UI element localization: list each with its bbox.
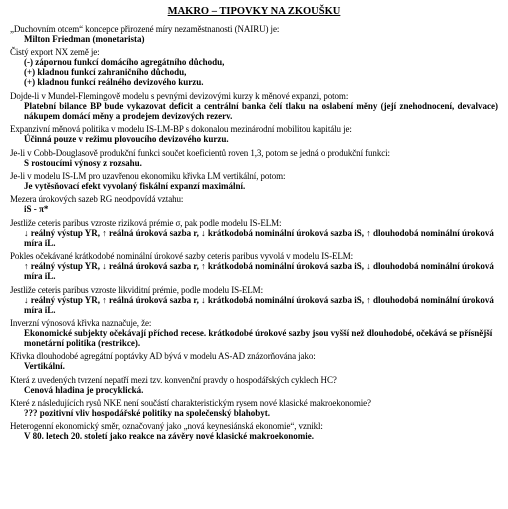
question-block [10, 171, 498, 191]
question-text: Dojde-li v Mundel-Flemingově modelu s pevnými devizovými kurzy k měnové expanzi, potom: [10, 90, 349, 101]
question-block [10, 285, 498, 315]
answer-line: Platební bilance BP bude vykazovat deficit a centrální banka čelí tlaku na oslabení měny (její znehodnocení, devalvace) nákupem domácí měny a prodejem devizových rezerv. [24, 100, 498, 121]
answer-line: ↓ reálný výstup YR, ↑ reálná úroková sazba r, ↓ krátkodobá nominální úroková sazba iS, ↑ dlouhodobá nominální úroková míra iL. [24, 294, 494, 315]
question-text: „Duchovním otcem“ koncepce přirozené míry nezaměstnanosti (NAIRU) je: [10, 24, 280, 34]
question-block [10, 24, 498, 44]
question-text: Jestliže ceteris paribus vzroste riziková prémie σ, pak podle modelu IS-ELM: [10, 217, 282, 228]
answer-line: (+) kladnou funkcí reálného devizového kurzu. [24, 77, 204, 88]
question-block [10, 318, 498, 348]
question-text: Je-li v modelu IS-LM pro uzavřenou ekonomiku křivka LM vertikální, potom: [10, 170, 286, 181]
question-block [10, 251, 498, 281]
answer-text [10, 361, 498, 371]
answer-text [10, 261, 498, 281]
answer-line: Vertikální. [24, 361, 65, 372]
answer-text [10, 101, 498, 121]
question-text: Která z uvedených tvrzení nepatří mezi tzv. konvenční pravdy o hospodářských cyklech HC? [10, 374, 337, 385]
answer-text [10, 181, 498, 191]
answer-text [10, 385, 498, 395]
answer-line: ↓ reálný výstup YR, ↑ reálná úroková sazba r, ↓ krátkodobá nominální úroková sazba iS, ↑ dlouhodobá nominální úroková míra iL. [24, 227, 494, 248]
question-text: Jestliže ceteris paribus vzroste likviditní prémie, podle modelu IS-ELM: [10, 284, 263, 295]
question-block [10, 421, 498, 441]
answer-line: Účinná pouze v režimu plovoucího devizového kurzu. [24, 134, 229, 145]
answer-text [10, 134, 498, 144]
answer-line: ??? pozitivní vliv hospodářské politiky na společenský blahobyt. [24, 408, 271, 419]
question-block [10, 218, 498, 248]
answer-text [10, 34, 498, 44]
answer-text [10, 328, 498, 348]
question-text: Pokles očekávané krátkodobé nominální úrokové sazby ceteris paribus vyvolá v modelu IS-ELM: [10, 251, 354, 262]
answer-text [10, 408, 498, 418]
question-text: Mezera úrokových sazeb RG neodpovídá vztahu: [10, 194, 184, 205]
document-title: MAKRO – TIPOVKY NA ZKOUŠKU [167, 6, 341, 17]
question-block [10, 194, 498, 214]
answer-text [10, 295, 498, 315]
question-block [10, 148, 498, 168]
answer-line: (+) kladnou funkcí zahraničního důchodu, [24, 67, 187, 78]
answer-line: V 80. letech 20. století jako reakce na závěry nové klasické makroekonomie. [24, 431, 314, 442]
answer-text [10, 204, 498, 214]
question-block [10, 124, 498, 144]
question-text: Expanzivní měnová politika v modelu IS-LM-BP s dokonalou mezinárodní mobilitou kapitálu je: [10, 124, 352, 135]
answer-text [10, 158, 498, 168]
question-block [10, 91, 498, 121]
question-text: Inverzní výnosová křivka naznačuje, že: [10, 317, 152, 328]
question-text: Které z následujících rysů NKE není součástí charakteristickým rysem nové klasické makroekonomie? [10, 398, 371, 409]
question-text: Je-li v Cobb-Douglasově produkční funkci součet koeficientů roven 1,3, potom se jedná o produkční funkci: [10, 147, 390, 158]
question-block [10, 375, 498, 395]
answer-line: Ekonomické subjekty očekávají příchod recese. krátkodobé úrokové sazby jsou vyšší než dlouhodobé, očekává se přísnější monetární politika (restrikce). [24, 327, 493, 348]
question-block [10, 47, 498, 87]
question-block [10, 351, 498, 371]
question-text: Heterogenní ekonomický směr, označovaný jako „nová keynesiánská ekonomie“, vznikl: [10, 421, 323, 432]
question-text: Čistý export NX země je: [10, 47, 100, 58]
answer-line: S rostoucími výnosy z rozsahu. [24, 157, 142, 168]
answer-line: Je vytěsňovací efekt vyvolaný fiskální expanzí maximální. [24, 180, 246, 191]
answer-text [10, 228, 498, 248]
answer-line: ↑ reálný výstup YR, ↓ reálná úroková sazba r, ↑ krátkodobá nominální úroková sazba iS, ↓ dlouhodobá nominální úroková míra iL. [24, 261, 494, 282]
question-text: Křivka dlouhodobé agregátní poptávky AD bývá v modelu AS-AD znázorňována jako: [10, 351, 316, 362]
answer-line: Cenová hladina je procyklická. [24, 384, 144, 395]
answer-line: Milton Friedman (monetarista) [24, 34, 145, 44]
answer-line: iS - π* [24, 204, 49, 215]
question-block [10, 398, 498, 418]
answer-line: (-) zápornou funkcí domácího agregátního důchodu, [24, 57, 225, 68]
answer-text [10, 57, 498, 87]
answer-text [10, 431, 498, 441]
